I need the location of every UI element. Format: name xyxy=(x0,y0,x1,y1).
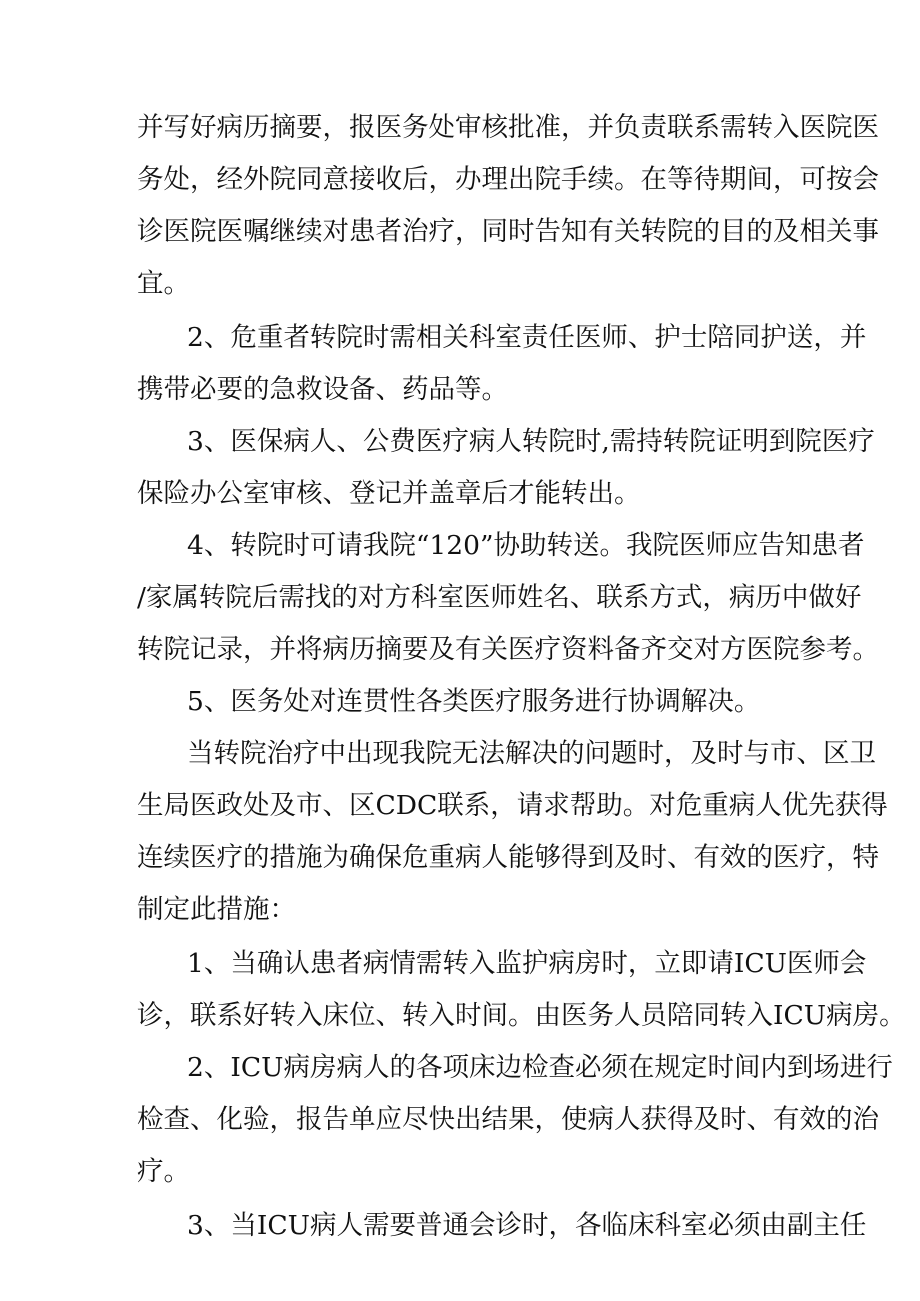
text-line: 制定此措施： xyxy=(137,894,296,925)
text-line: 2、ICU病房病人的各项床边检查必须在规定时间内到场进行 xyxy=(187,1052,893,1083)
text-line: 携带必要的急救设备、药品等。 xyxy=(137,374,508,405)
text-line: 当转院治疗中出现我院无法解决的问题时，及时与市、区卫 xyxy=(187,738,876,769)
text-line: 4、转院时可请我院“120”协助转送。我院医师应告知患者 xyxy=(187,530,865,561)
text-line: 宜。 xyxy=(137,268,190,299)
text-line: 5、医务处对连贯性各类医疗服务进行协调解决。 xyxy=(187,686,761,717)
text-line: 务处，经外院同意接收后，办理出院手续。在等待期间，可按会 xyxy=(137,164,879,195)
text-line: 并写好病历摘要，报医务处审核批准，并负责联系需转入医院医 xyxy=(137,112,879,143)
text-line: 保险办公室审核、登记并盖章后才能转出。 xyxy=(137,478,641,509)
text-line: 3、医保病人、公费医疗病人转院时,需持转院证明到院医疗 xyxy=(187,426,875,457)
text-line: 3、当ICU病人需要普通会诊时，各临床科室必须由副主任 xyxy=(187,1210,867,1241)
text-line: 生局医政处及市、区CDC联系，请求帮助。对危重病人优先获得 xyxy=(137,790,888,821)
text-line: 检查、化验，报告单应尽快出结果，使病人获得及时、有效的治 xyxy=(137,1104,879,1135)
text-line: 疗。 xyxy=(137,1156,190,1187)
text-line: 1、当确认患者病情需转入监护病房时，立即请ICU医师会 xyxy=(187,948,867,979)
text-line: 诊，联系好转入床位、转入时间。由医务人员陪同转入ICU病房。 xyxy=(137,1000,906,1031)
text-line: 连续医疗的措施为确保危重病人能够得到及时、有效的医疗，特 xyxy=(137,842,879,873)
text-line: /家属转院后需找的对方科室医师姓名、联系方式，病历中做好 xyxy=(137,582,862,613)
text-line: 诊医院医嘱继续对患者治疗，同时告知有关转院的目的及相关事 xyxy=(137,216,879,247)
text-line: 转院记录，并将病历摘要及有关医疗资料备齐交对方医院参考。 xyxy=(137,634,879,665)
text-line: 2、危重者转院时需相关科室责任医师、护士陪同护送，并 xyxy=(187,322,867,353)
